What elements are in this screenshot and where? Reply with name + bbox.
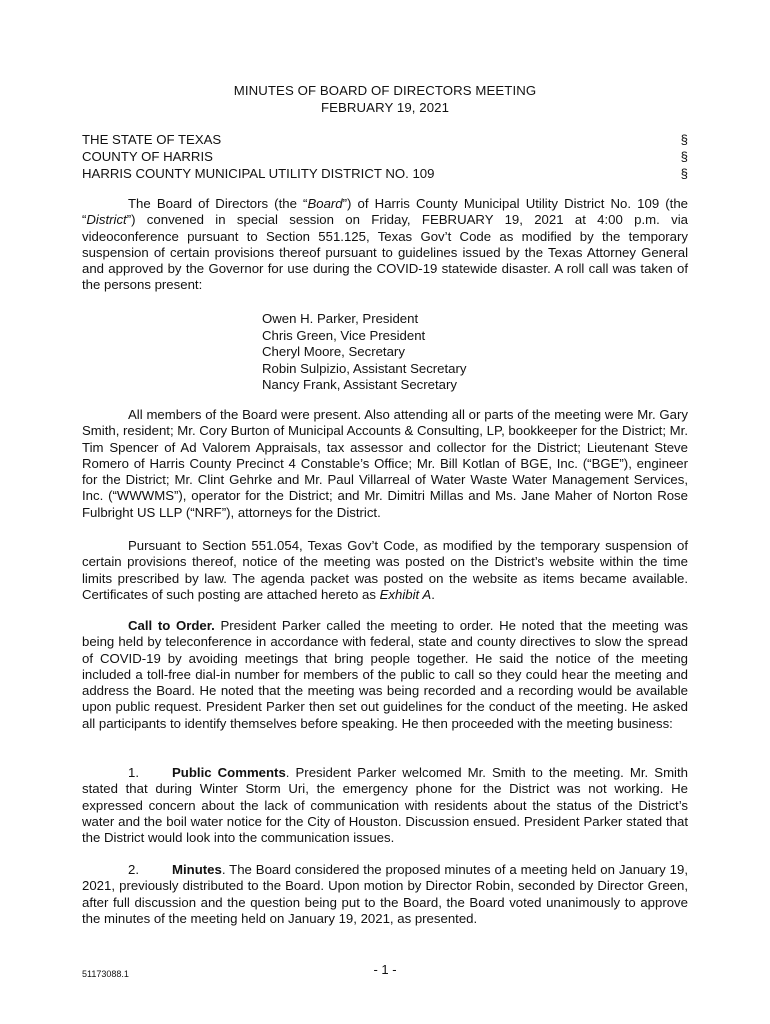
section-symbol: § xyxy=(680,132,688,147)
roll-call-entry: Owen H. Parker, President xyxy=(262,311,419,326)
item-heading: Minutes xyxy=(172,862,222,877)
agenda-item-2: 2. Minutes. The Board considered the proposed minutes of a meeting held on January 19, 2021, previously distributed to the Board. Upon motion by Director Robin, seconded by Director Green, after full discussion and the question being put to the Board, the Board voted unanimously to approve the minutes of the meeting held on January 19, 2021, as presented. xyxy=(82,862,688,926)
roll-call-entry: Chris Green, Vice President xyxy=(262,327,426,343)
caption-text: COUNTY OF HARRIS xyxy=(82,149,213,164)
page-number: - 1 - xyxy=(373,962,397,977)
roll-call-entry: Cheryl Moore, Secretary xyxy=(262,344,405,359)
caption-text: THE STATE OF TEXAS xyxy=(82,132,222,147)
caption-row xyxy=(82,166,688,183)
section-symbol: § xyxy=(680,149,688,164)
title-line-2: FEBRUARY 19, 2021 xyxy=(320,100,450,115)
intro-paragraph: The Board of Directors (the “Board”) of Harris County Municipal Utility District No. 109 (the “District”) convened in special session on Friday, FEBRUARY 19, 2021 at 4:00 p.m. via videoconference pursuant to Section 551.125, Texas Gov’t Code as modified by the temporary suspension of certain provisions thereof pursuant to guidelines issued by the Texas Attorney General and approved by the Governor for use during the COVID-19 statewide disaster. A roll call was taken of the persons present: xyxy=(82,196,689,293)
item-heading: Public Comments xyxy=(172,765,286,780)
agenda-item-1: 1. Public Comments. President Parker welcomed Mr. Smith to the meeting. Mr. Smith stated that during Winter Storm Uri, the emergency phone for the District was not working. He expressed concern about the lack of communication with residents about the status of the District’s water and the boil water notice for the City of Houston. Discussion ensued. President Parker stated that the District would look into the communication issues. xyxy=(82,765,688,846)
caption-block xyxy=(82,132,688,183)
attendance-paragraph: All members of the Board were present. Also attending all or parts of the meeting were Mr. Gary Smith, resident; Mr. Cory Burton of Municipal Accounts & Consulting, LP, bookkeeper for the District; Mr. Tim Spencer of Ad Valorem Appraisals, tax assessor and collector for the District; Lieutenant Steve Romero of Harris County Precinct 4 Constable’s Office; Mr. Bill Kotlan of BGE, Inc. (“BGE”), engineer for the District; Mr. Clint Gehrke and Mr. Paul Villarreal of Water Waste Water Management Services, Inc. (“WWWMS”), operator for the District; and Mr. Dimitri Millas and Ms. Jane Maher of Norton Rose Fulbright US LLP (“NRF”), attorneys for the District. xyxy=(82,407,688,520)
title-line-1: MINUTES OF BOARD OF DIRECTORS MEETING xyxy=(233,83,537,98)
document-title xyxy=(0,83,770,117)
item-number: 2. xyxy=(128,862,139,877)
call-to-order-heading: Call to Order. xyxy=(128,618,215,633)
item-number: 1. xyxy=(128,765,139,780)
roll-call-list xyxy=(262,311,467,394)
call-to-order-paragraph: Call to Order. President Parker called the meeting to order. He noted that the meeting was being held by teleconference in accordance with federal, state and county directives to slow the spread of COVID-19 by avoiding meetings that bring people together. He said the notice of the meeting included a toll-free dial-in number for members of the public to call so they could hear the meeting and address the Board. He noted that the meeting was being recorded and a recording would be available upon public request. President Parker then set out guidelines for the conduct of the meeting. He asked all participants to identify themselves before speaking. He then proceeded with the meeting business: xyxy=(82,618,688,731)
caption-text: HARRIS COUNTY MUNICIPAL UTILITY DISTRICT NO. 109 xyxy=(82,166,435,181)
roll-call-entry: Nancy Frank, Assistant Secretary xyxy=(262,377,457,392)
roll-call-entry: Robin Sulpizio, Assistant Secretary xyxy=(262,360,467,376)
document-id: 51173088.1 xyxy=(82,969,129,979)
posting-paragraph: Pursuant to Section 551.054, Texas Gov’t Code, as modified by the temporary suspension of certain provisions thereof, notice of the meeting was posted on the District’s website within the time limits prescribed by law. The agenda packet was posted on the website as items became available. Certificates of such posting are attached hereto as Exhibit A. xyxy=(82,538,688,602)
caption-row xyxy=(82,149,688,166)
section-symbol: § xyxy=(680,166,688,181)
caption-row xyxy=(82,132,688,149)
